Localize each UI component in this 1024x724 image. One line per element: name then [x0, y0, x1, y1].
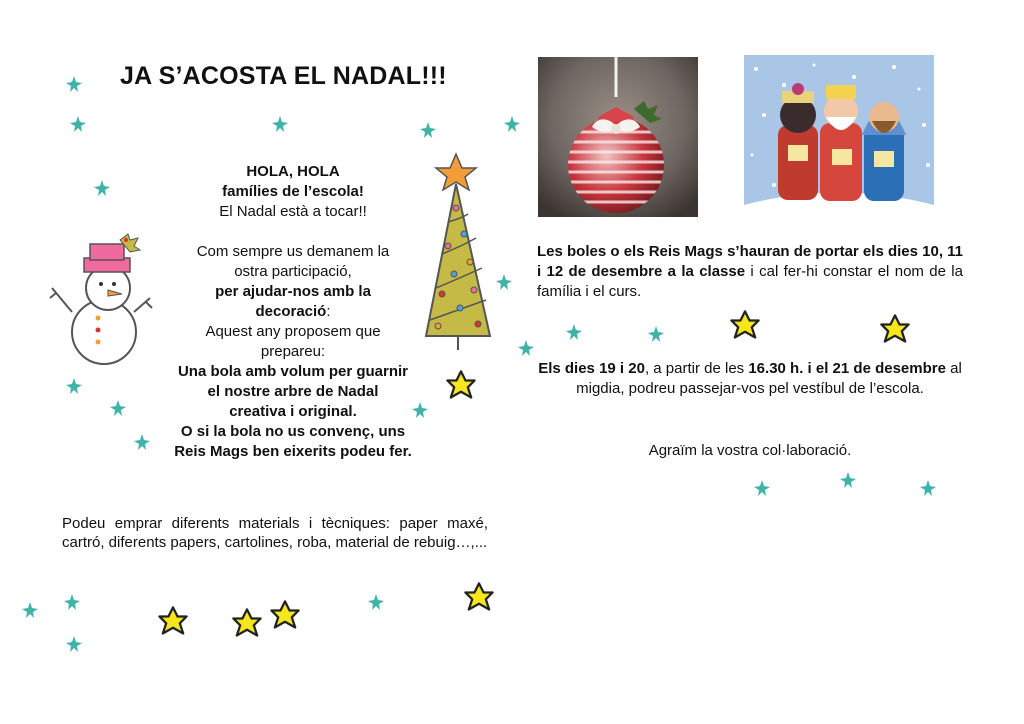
request-line: O si la bola no us convenç, uns [180, 423, 406, 440]
yellow-star-icon [233, 609, 260, 635]
teal-star-icon [94, 180, 110, 196]
teal-star-icon [504, 116, 520, 132]
teal-star-icon [70, 116, 86, 132]
teal-star-icon [66, 636, 82, 652]
teal-star-icon [420, 122, 436, 138]
thanks-text: Agraïm la vostra col·laboració. [648, 442, 852, 459]
teal-star-icon [66, 378, 82, 394]
teal-star-icon [110, 400, 126, 416]
greeting-line: famílies de l’escola! [222, 183, 364, 200]
yellow-star-icon [881, 315, 908, 341]
teal-star-icon [648, 326, 664, 342]
yellow-star-icon [159, 607, 186, 633]
yellow-star-icon [465, 583, 492, 609]
request-line: Una bola amb volum per guarnir [177, 363, 409, 380]
page-title: JA S’ACOSTA EL NADAL!!! [120, 62, 447, 90]
yellow-star-icon [271, 601, 298, 627]
request-line: decoració: [255, 303, 331, 320]
request-line: Aquest any proposem que [205, 323, 381, 340]
delivery-paragraph: Les boles o els Reis Mags s’hauran de portar els dies 10, 11 i 12 de desembre a la classe i cal fer-hi constar el nom de la família i el curs. [537, 243, 964, 300]
teal-star-icon [66, 76, 82, 92]
request-line: Com sempre us demanem la [196, 243, 390, 260]
teal-star-icon [412, 402, 428, 418]
greeting-line: El Nadal està a tocar!! [219, 203, 367, 220]
teal-star-icon [840, 472, 856, 488]
yellow-star-icon [447, 371, 474, 397]
teal-star-icon [496, 274, 512, 290]
teal-star-icon [920, 480, 936, 496]
request-line: creativa i original. [229, 403, 357, 420]
exhibition-paragraph: Els dies 19 i 20, a partir de les 16.30 h. i el 21 de desembre al migdia, podreu passejar-vos pel vestíbul de l’escola. [538, 360, 962, 397]
request-line: el nostre arbre de Nadal [207, 383, 379, 400]
teal-star-icon [754, 480, 770, 496]
teal-star-icon [134, 434, 150, 450]
teal-star-icon [518, 340, 534, 356]
teal-star-icon [22, 602, 38, 618]
request-line: ostra participació, [234, 263, 352, 280]
request-line: Reis Mags ben eixerits podeu fer. [174, 443, 412, 460]
teal-star-icon [368, 594, 384, 610]
teal-star-icon [64, 594, 80, 610]
teal-star-icon [272, 116, 288, 132]
materials-paragraph: Podeu emprar diferents materials i tècniques: paper maxé, cartró, diferents papers, cartolines, roba, material de rebuig…,... [62, 515, 488, 551]
request-line: prepareu: [260, 343, 326, 360]
greeting-line: HOLA, HOLA [246, 163, 340, 180]
teal-star-icon [566, 324, 582, 340]
yellow-star-icon [731, 311, 758, 337]
request-line: per ajudar-nos amb la [215, 283, 371, 300]
